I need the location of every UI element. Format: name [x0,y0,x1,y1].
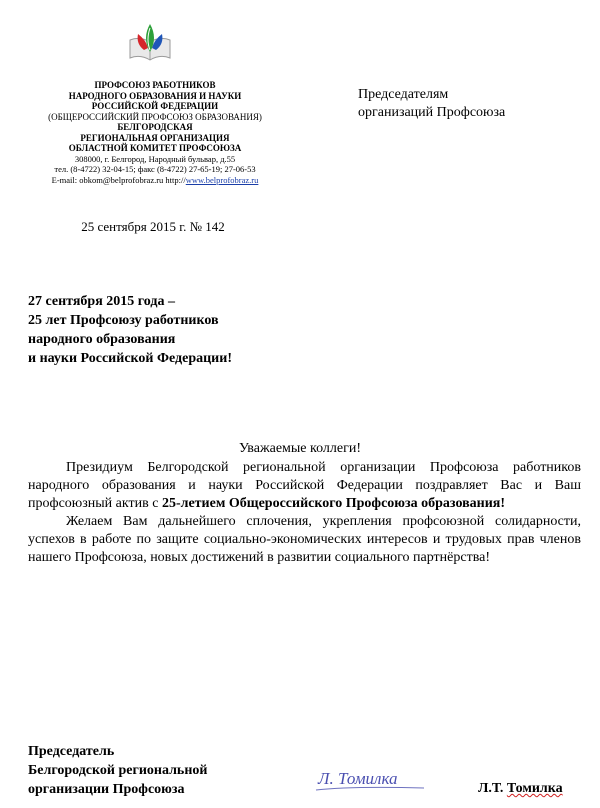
signer-surname: Томилка [506,781,563,796]
org-email: E-mail: obkom@belprofobraz.ru http:// [51,174,186,185]
org-line: НАРОДНОГО ОБРАЗОВАНИЯ И НАУКИ [68,90,242,101]
body-paragraph: Желаем Вам дальнейшего сплочения, укрепления профсоюзной солидарности, успехов в работе по защите социально-экономических интересов и трудовых прав членов нашего Профсоюза, новых достижений в развитии социального партнёрства! [28,514,581,565]
org-line: БЕЛГОРОДСКАЯ [117,122,193,132]
org-line: РОССИЙСКОЙ ФЕДЕРАЦИИ [91,101,219,111]
signatory-title [28,742,207,799]
union-logo-icon [126,20,174,68]
organization-header [10,80,300,185]
handwritten-signature [312,760,428,800]
headline-line: и науки Российской Федерации! [28,351,232,366]
signer-name [478,781,563,797]
website-link[interactable]: www.belprofobraz.ru [185,174,259,185]
signatory-line: организации Профсоюза [28,782,185,797]
signer-initials: Л.Т. [478,781,507,796]
headline-line: 25 лет Профсоюзу работников [28,313,219,328]
paragraph-text: Президиум Белгородской региональной организации Профсоюза работников народного образования и науки Российской Федерации поздравляет Вас и Ваш профсоюзный актив с [28,460,581,511]
org-line: РЕГИОНАЛЬНАЯ ОРГАНИЗАЦИЯ [80,132,230,143]
org-line: (ОБЩЕРОССИЙСКИЙ ПРОФСОЮЗ ОБРАЗОВАНИЯ) [48,111,262,122]
headline-line: народного образования [28,332,176,347]
org-contacts [10,175,300,186]
paragraph-emphasis: 25-летием Общероссийского Профсоюза образования! [161,496,506,511]
body-paragraph [28,459,581,513]
signature-scrawl: Л. Томилка [318,769,398,788]
addressee-line: организаций Профсоюза [358,105,506,120]
org-line: ОБЛАСТНОЙ КОМИТЕТ ПРОФСОЮЗА [68,143,242,153]
org-line: ПРОФСОЮЗ РАБОТНИКОВ [94,80,216,90]
salutation: Уважаемые коллеги! [238,441,362,456]
anniversary-headline [28,292,232,368]
addressee-block [358,86,505,122]
addressee-line: Председателям [358,87,449,102]
letter-body [28,459,581,567]
letter-date-number: 25 сентября 2015 г. № 142 [81,219,225,234]
headline-line: 27 сентября 2015 года – [28,294,175,309]
signatory-line: Белгородской региональной [28,763,208,778]
org-phones: тел. (8-4722) 32-04-15; факс (8-4722) 27-65-19; 27-06-53 [54,164,256,174]
signatory-line: Председатель [28,744,115,759]
org-address: 308000, г. Белгород, Народный бульвар, д.55 [74,153,236,164]
